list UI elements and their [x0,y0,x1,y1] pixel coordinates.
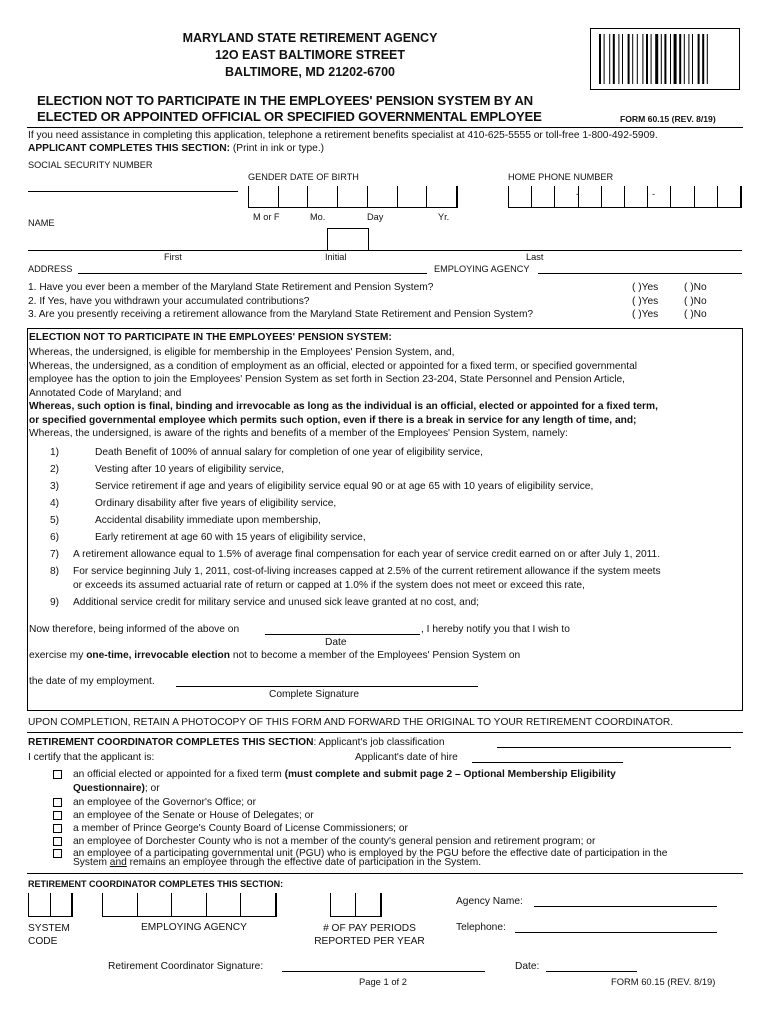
whereas-4: Whereas, the undersigned, is aware of the rights and benefits of a member of the Employees' Pension System, namely: [29,428,568,439]
coordinator-signature-field[interactable] [282,971,485,972]
coordinator2-label: RETIREMENT COORDINATOR COMPLETES THIS SECTION: [28,879,284,889]
employing-agency-field[interactable] [538,273,742,274]
barcode-bar [692,34,693,84]
barcode-graphic [599,34,731,84]
address-label: ADDRESS [28,264,73,274]
benefit-text: Death Benefit of 100% of annual salary for completion of one year of eligibility service, [95,447,483,458]
exercise-bold: one-time, irrevocable election [86,650,230,661]
first-name-label: First [164,252,182,262]
barcode-bar [670,34,671,84]
initial-box[interactable] [327,228,369,250]
option-4-checkbox[interactable] [53,824,62,833]
whereas-2b: employee has the option to join the Employees' Pension System as set forth in Section 23-204, State Personnel and Pension Article, [29,374,626,385]
opt6-a: System [73,857,110,868]
now-therefore-text: Now therefore, being informed of the above on [29,624,240,635]
barcode-bar [684,34,685,84]
benefit-text: Service retirement if age and years of eligibility service equal 90 or at age 65 with 10 years of eligibility service, [95,481,594,492]
benefit-text: Vesting after 10 years of eligibility service, [95,464,285,475]
upon-completion-text: UPON COMPLETION, RETAIN A PHOTOCOPY OF THIS FORM AND FORWARD THE ORIGINAL TO YOUR RETIREMENT COORDINATOR. [28,717,674,728]
date-of-hire-field[interactable] [472,762,623,763]
benefit-number: 6) [49,532,59,543]
benefit-number: 9) [49,597,59,608]
coordinator-signature-label: Retirement Coordinator Signature: [108,961,264,972]
option-text-bold-2: Questionnaire) [73,782,145,794]
benefit-text: Early retirement at age 60 with 15 years of eligibility service, [95,532,366,543]
form-number: FORM 60.15 (REV. 8/19) [620,114,716,124]
exercise-text [29,650,520,661]
barcode-bar [651,34,652,84]
option-text-pre: a member of Prince George's County Board of License Commissioners; or [73,823,408,834]
barcode-bar [664,34,666,84]
benefit-number: 8) [49,566,59,577]
question-2-no[interactable]: ( )No [684,295,707,307]
barcode-bar [632,34,633,84]
pay-periods-line-2: REPORTED PER YEAR [314,936,425,947]
option-text-pre: an employee of a participating governmental unit (PGU) who is employed by the PGU before the effective date of participation in the [73,848,668,859]
phone-dash-1: - [576,189,580,199]
barcode-bar [646,34,648,84]
barcode-bar [661,34,662,84]
title-line-2: ELECTED OR APPOINTED OFFICIAL OR SPECIFIED GOVERNMENTAL EMPLOYEE [37,109,542,124]
election-heading: ELECTION NOT TO PARTICIPATE IN THE EMPLOYEES' PENSION SYSTEM: [29,332,392,343]
day-label: Day [367,212,384,222]
option-text-pre: an employee of Dorchester County who is not a member of the county's general pension and retirement program; or [73,836,596,847]
gender-dob-label: GENDER DATE OF BIRTH [248,172,359,182]
title-line-1: ELECTION NOT TO PARTICIPATE IN THE EMPLOYEES' PENSION SYSTEM BY AN [37,93,533,108]
coordinator2-divider [27,873,743,874]
benefit-text: A retirement allowance equal to 1.5% of average final compensation for each year of service credit earned on or after July 1, 2011. [73,549,661,560]
code-label: CODE [28,936,58,947]
barcode-bar [702,34,704,84]
option-6-line-2 [73,857,481,868]
address-field[interactable] [78,273,427,274]
phone-dash-2: - [652,189,656,199]
notify-text: , I hereby notify you that I wish to [421,624,570,635]
title-divider [27,127,743,128]
coordinator-date-field[interactable] [546,971,637,972]
election-whereas [29,346,741,441]
option-2-text [73,796,256,810]
agency-name: MARYLAND STATE RETIREMENT AGENCY [182,31,438,45]
agency-name-label: Agency Name: [456,896,523,907]
question-3: 3. Are you presently receiving a retirement allowance from the Maryland State Retirement and Pension System? [28,309,534,320]
barcode-bar [679,34,681,84]
barcode-bar [637,34,638,84]
month-label: Mo. [310,212,326,222]
year-label: Yr. [438,212,450,222]
employing-agency-boxes[interactable] [102,893,277,917]
system-label: SYSTEM [28,923,70,934]
option-3-checkbox[interactable] [53,811,62,820]
barcode-bar [674,34,677,84]
complete-signature-label: Complete Signature [269,689,360,700]
date-label: Date [325,637,347,648]
barcode-bar [613,34,615,84]
opt6-b: remains an employee through the effective date of participation in the System. [126,857,482,868]
benefit-number: 2) [49,464,59,475]
option-1-checkbox[interactable] [53,770,62,779]
system-code-label [28,922,70,948]
option-6-checkbox[interactable] [53,849,62,858]
home-phone-boxes[interactable] [508,186,742,208]
option-1-text [73,768,616,795]
pay-periods-label [302,922,437,948]
question-1: 1. Have you ever been a member of the Maryland State Retirement and Pension System? [28,282,434,293]
benefit-number: 5) [49,515,59,526]
pay-periods-boxes[interactable] [330,893,382,917]
barcode-bar [604,34,605,84]
barcode-bar [707,34,708,84]
benefit-text: or exceeds its assumed actuarial rate of return or capped at 1.0% if the system does not meet or exceed this rate, [73,580,585,591]
pay-periods-line-1: # OF PAY PERIODS [323,923,416,934]
applicant-section-title: APPLICANT COMPLETES THIS SECTION: [28,143,231,154]
benefit-number: 4) [49,498,59,509]
upon-divider [27,732,743,733]
benefit-text: Accidental disability immediate upon membership, [95,515,321,526]
option-4-text [73,822,408,836]
certify-text: I certify that the applicant is: [28,752,155,763]
whereas-2a: Whereas, the undersigned, as a condition of employment as an official, elected or appointed for a fixed term, or specified governmental [29,360,638,372]
applicant-section-note: (Print in ink or type.) [230,143,325,154]
whereas-1: Whereas, the undersigned, is eligible for membership in the Employees' Pension System, and, [29,347,455,358]
benefit-number: 3) [49,481,59,492]
barcode-bar [655,34,658,84]
election-date-field[interactable] [265,634,420,635]
employing-agency-label: EMPLOYING AGENCY [434,264,530,274]
form-title [37,93,542,125]
whereas-3b: or specified governmental employee which permits such option, even if there is a break in service for any length of time, and; [29,414,637,426]
benefit-number: 1) [49,447,59,458]
option-3-text [73,809,314,823]
question-3-yes[interactable]: ( )Yes [632,309,659,320]
coordinator-date-label: Date: [515,961,540,972]
barcode-bar [609,34,610,84]
agency-header [120,30,500,81]
question-3-no[interactable]: ( )No [684,309,707,320]
question-2: 2. If Yes, have you withdrawn your accumulated contributions? [28,295,310,307]
page-number: Page 1 of 2 [359,976,407,987]
benefit-text: Ordinary disability after five years of eligibility service, [95,498,337,509]
opt6-and: and [109,857,127,868]
benefit-text: Additional service credit for military service and unused sick leave granted at no cost, and; [73,597,480,608]
name-field[interactable] [28,250,742,251]
exercise-post: not to become a member of the Employees' Pension System on [230,650,521,661]
agency-city: BALTIMORE, MD 21202-6700 [225,65,395,79]
barcode-bar [698,34,700,84]
telephone-label: Telephone: [456,922,506,933]
benefit-text: For service beginning July 1, 2011, cost-of-living increases capped at 2.5% of the current retirement allowance if the system meets [73,566,661,577]
job-class-field[interactable] [497,747,731,748]
m-or-f-label: M or F [253,212,280,222]
whereas-2c: Annotated Code of Maryland; and [29,387,182,399]
question-1-yes[interactable]: ( )Yes [632,282,659,293]
option-5-checkbox[interactable] [53,837,62,846]
barcode-bar [628,34,630,84]
dob-boxes[interactable] [248,186,458,208]
option-text-pre: an employee of the Senate or House of Delegates; or [73,810,314,821]
barcode-bar [688,34,689,84]
date-of-hire-label: Applicant's date of hire [355,752,458,763]
employing-agency-code-label: EMPLOYING AGENCY [141,922,247,933]
question-2-yes[interactable]: ( )Yes [632,295,659,307]
system-code-boxes[interactable] [28,893,73,917]
option-text-bold: (must complete and submit page 2 – Optional Membership Eligibility [284,769,616,780]
ssn-label: SOCIAL SECURITY NUMBER [28,160,153,170]
coordinator-section-label [28,737,445,748]
benefit-number: 7) [49,549,59,560]
last-name-label: Last [526,252,544,262]
date-of-employment-text: the date of my employment. [29,676,155,687]
complete-signature-field[interactable] [176,686,478,687]
barcode-bar [642,34,643,84]
name-label: NAME [28,218,55,228]
applicant-section-label [28,143,324,154]
option-text-pre: an employee of the Governor's Office; or [73,797,256,808]
agency-name-field[interactable] [534,906,717,907]
telephone-field[interactable] [515,932,717,933]
job-class-label: : Applicant's job classification [313,737,445,748]
option-2-checkbox[interactable] [53,798,62,807]
barcode-bar [622,34,623,84]
agency-street: 12O EAST BALTIMORE STREET [214,48,406,62]
option-text-post: ; or [144,782,160,794]
barcode [590,28,740,90]
exercise-pre: exercise my [29,650,87,661]
assistance-text: If you need assistance in completing this application, telephone a retirement benefits specialist at 410-625-5555 or toll-free 1-800-492-5909. [28,130,658,141]
initial-label: Initial [325,252,347,262]
footer-form-number: FORM 60.15 (REV. 8/19) [611,976,716,987]
whereas-3a: Whereas, such option is final, binding and irrevocable as long as the individual is an official, elected or appointed for a fixed term, [29,401,658,412]
coordinator-label: RETIREMENT COORDINATOR COMPLETES THIS SECTION [28,737,314,748]
ssn-field[interactable] [28,191,238,192]
option-text-pre: an official elected or appointed for a fixed term [73,769,285,780]
question-1-no[interactable]: ( )No [684,282,707,293]
barcode-bar [618,34,619,84]
barcode-bar [599,34,601,84]
home-phone-label: HOME PHONE NUMBER [508,172,614,182]
